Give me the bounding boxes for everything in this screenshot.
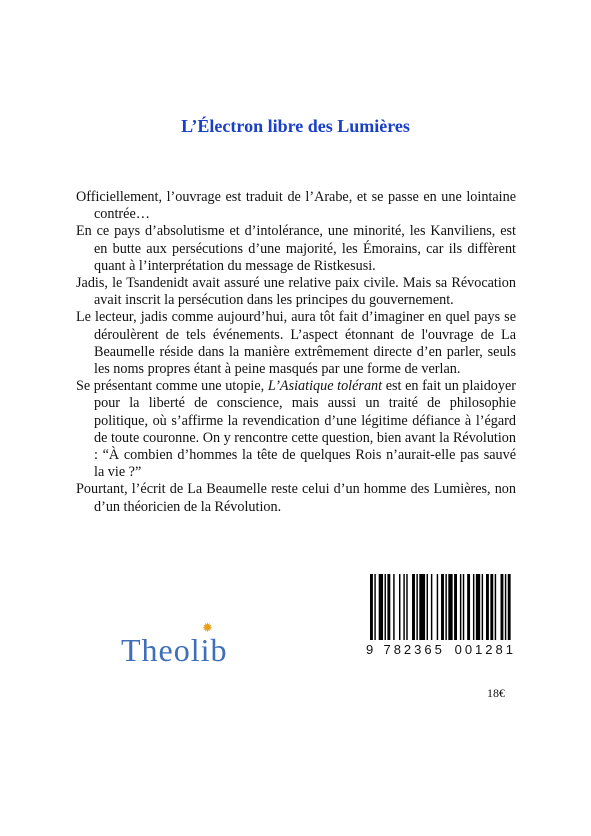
barcode-bar [431,574,432,640]
barcode-bar [419,574,425,640]
paragraph-3: Jadis, le Tsandenidt avait assuré une relative paix civile. Mais sa Révocation avait inscrit la persécution dans les principes du gouvernement. [76,275,516,309]
barcode-bar [463,574,464,640]
barcode-bar [473,574,474,640]
barcode-bar [385,574,386,640]
barcode-bar [486,574,489,640]
paragraph-2: En ce pays d’absolutisme et d’intolérance, une minorité, les Kanviliens, est en butte aux persécutions d’une majorité, les Émorains, car ils diffèrent quant à l’interprétation du message de Ristkesusi. [76,223,516,274]
publisher-logo [95,618,255,688]
paragraph-4: Le lecteur, jadis comme aujourd’hui, aura tôt fait d’imaginer en quel pays se déroulèrent de tels événements. L’aspect étonnant de l'ouvrage de La Beaumelle réside dans la manière extrêmement directe d’en parler, seuls les noms propres étant à peine masqués par une forme de verlan. [76,309,516,378]
barcode-bar [467,574,470,640]
barcode-bar [508,574,511,640]
paragraph-5-lead: Se présentant comme une utopie, [76,378,268,395]
barcode-bar [441,574,444,640]
book-title-italic: L’Asiatique tolérant [267,378,383,395]
barcode-bar [448,574,452,640]
barcode-bar [412,574,415,640]
barcode-bar [505,574,506,640]
paragraph-6: Pourtant, l’écrit de La Beaumelle reste celui d’un homme des Lumières, non d’un théoricien de la Révolution. [76,481,516,515]
paragraph-5-rest: est en fait un plaidoyer pour la liberté de conscience, mais aussi un traité de philosophie politique, où s’affirme la revendication d’une légitime défiance à l’égard de toute couronne. On y rencontre cette question, bien avant la Révolution : “À combien d’hommes la tête de quelques Rois n’aurait-elle pas sauvé la vie ?” [94,378,516,481]
barcode-lead-digit: 9 [366,642,374,657]
barcode-bar [399,574,400,640]
barcode-bars [366,574,516,642]
paragraph-5 [76,378,516,481]
barcode-bar [427,574,428,640]
barcode-bar [476,574,480,640]
barcode-bar [445,574,446,640]
barcode-bar [370,574,373,640]
blurb [76,189,516,516]
barcode-bar [437,574,438,640]
barcode-bar [501,574,504,640]
barcode-bar [490,574,493,640]
barcode-bar [406,574,407,640]
barcode-bar [482,574,483,640]
barcode-bar [387,574,390,640]
price-label: 18€ [487,686,505,700]
barcode-left-group: 782365 [383,642,445,657]
barcode-right-group: 001281 [454,642,516,657]
barcode-bar [460,574,461,640]
barcode-bar [393,574,394,640]
barcode-bar [454,574,457,640]
barcode-bar [374,574,375,640]
page-title: L’Électron libre des Lumières [181,116,410,136]
barcode-bar [379,574,383,640]
sun-star-icon: ✹ [202,620,213,635]
barcode-bar [495,574,496,640]
barcode-digits [366,642,516,660]
publisher-logo-text: Theolib [121,632,228,668]
barcode-bar [416,574,417,640]
paragraph-1: Officiellement, l’ouvrage est traduit de l’Arabe, et se passe en une lointaine contrée… [76,189,516,223]
isbn-barcode [366,574,516,664]
barcode-bar [403,574,404,640]
